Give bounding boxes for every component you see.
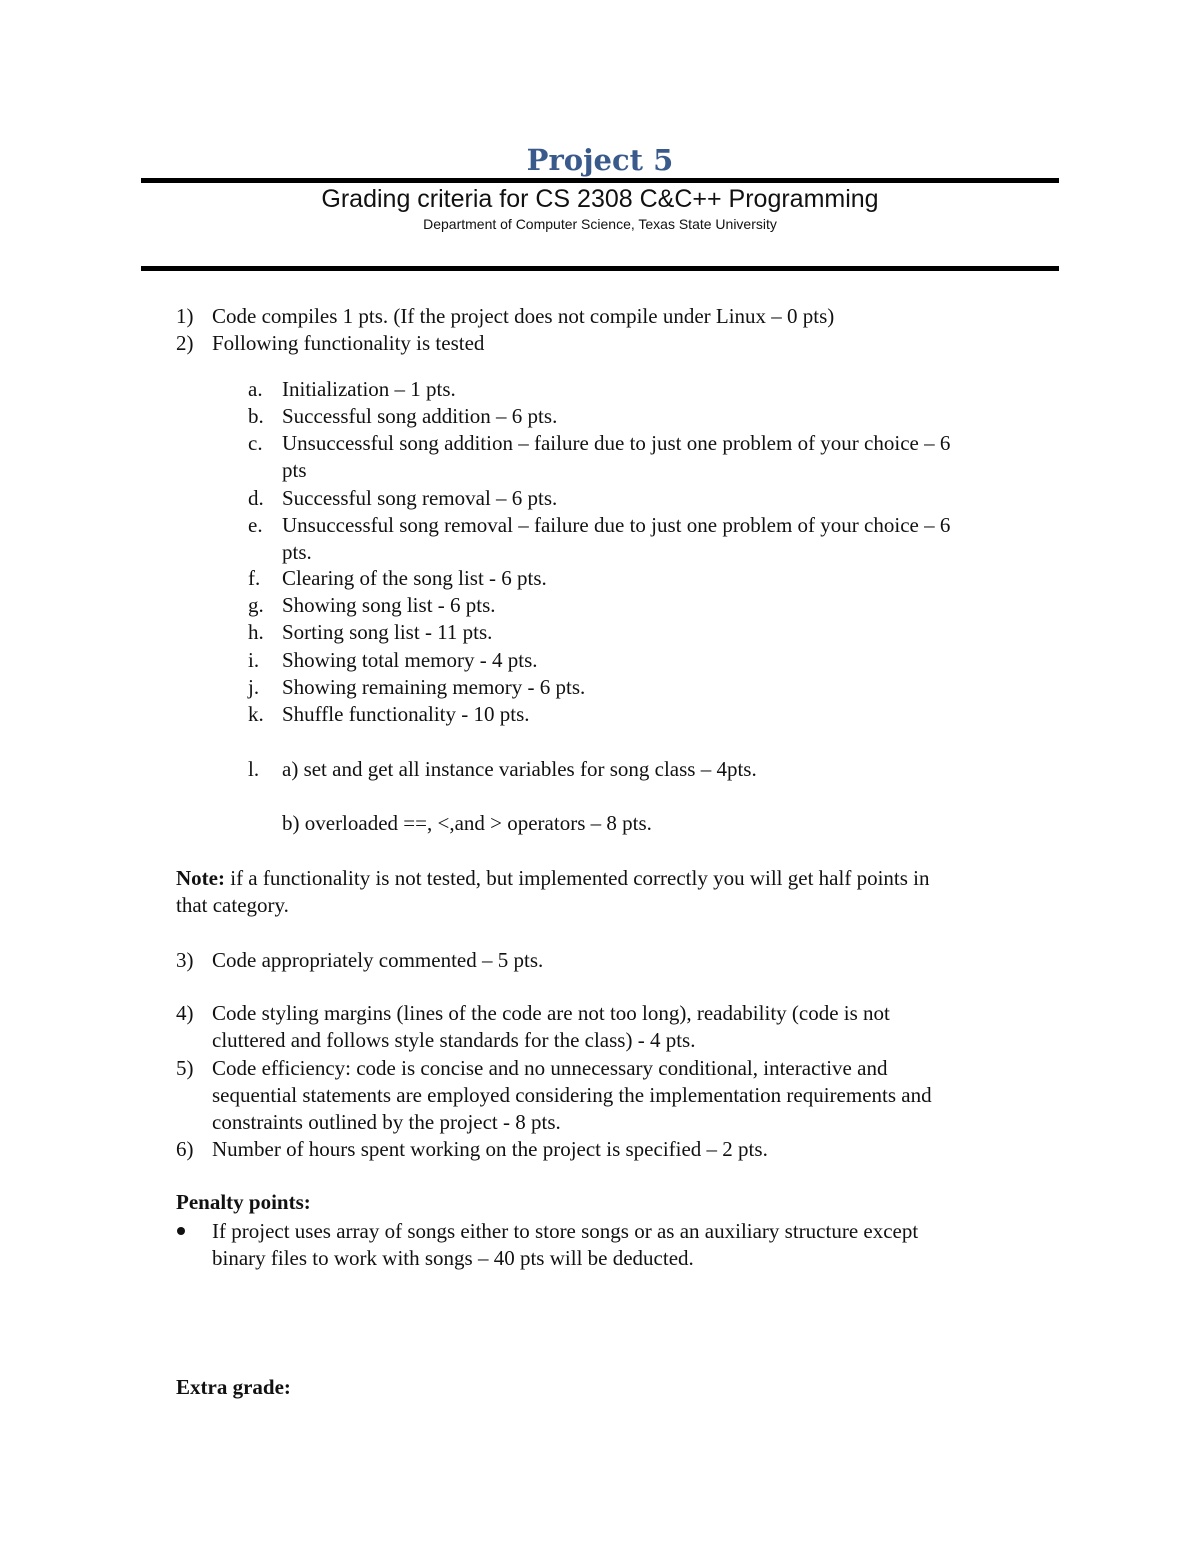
sub-item-text: Unsuccessful song addition – failure due to just one problem of your choice – 6 (282, 431, 951, 455)
sub-item-letter: j. (248, 675, 260, 699)
note-line (176, 865, 930, 892)
sub-item-text: Unsuccessful song removal – failure due to just one problem of your choice – 6 (282, 513, 951, 537)
sub-item-letter: l. (248, 757, 260, 781)
penalty-text-continued: binary files to work with songs – 40 pts will be deducted. (212, 1246, 694, 1270)
top-rule (141, 178, 1059, 183)
sub-item-letter: h. (248, 620, 264, 644)
sub-item-text-continued: pts (282, 458, 307, 482)
sub-item-letter: f. (248, 566, 261, 590)
sub-item-text: Successful song addition – 6 pts. (282, 404, 558, 428)
item-text-continued: sequential statements are employed considering the implementation requirements and (212, 1083, 932, 1107)
item-number: 4) (176, 1001, 194, 1025)
sub-item-text: Shuffle functionality - 10 pts. (282, 702, 530, 726)
sub-item-letter: b. (248, 404, 264, 428)
sub-item-letter: k. (248, 702, 264, 726)
sub-item-letter: g. (248, 593, 264, 617)
penalty-heading: Penalty points: (176, 1190, 311, 1214)
sub-item-text: Showing total memory - 4 pts. (282, 648, 538, 672)
note-text: if a functionality is not tested, but implemented correctly you will get half points in (224, 866, 930, 890)
sub-item-text: Clearing of the song list - 6 pts. (282, 566, 547, 590)
page-subtitle: Grading criteria for CS 2308 C&C++ Programming (321, 185, 879, 213)
sub-item-text: Initialization – 1 pts. (282, 377, 456, 401)
item-text: Following functionality is tested (212, 331, 485, 355)
item-text: Number of hours spent working on the project is specified – 2 pts. (212, 1137, 768, 1161)
note-label: Note: (176, 866, 225, 890)
sub-item-letter: a. (248, 377, 263, 401)
sub-item-letter: d. (248, 486, 264, 510)
page-title: Project 5 (526, 143, 674, 177)
item-text-continued: cluttered and follows style standards for the class) - 4 pts. (212, 1028, 696, 1052)
sub-item-text: b) overloaded ==, <,and > operators – 8 pts. (282, 811, 652, 835)
sub-item-text: Showing remaining memory - 6 pts. (282, 675, 586, 699)
note-text-continued: that category. (176, 893, 289, 917)
sub-item-text-continued: pts. (282, 540, 312, 564)
item-number: 1) (176, 304, 194, 328)
sub-item-text: Successful song removal – 6 pts. (282, 486, 558, 510)
item-number: 2) (176, 331, 194, 355)
bottom-rule (141, 266, 1059, 271)
item-text: Code styling margins (lines of the code are not too long), readability (code is not (212, 1001, 890, 1025)
sub-item-text: a) set and get all instance variables for song class – 4pts. (282, 757, 757, 781)
sub-item-text: Showing song list - 6 pts. (282, 593, 496, 617)
item-number: 5) (176, 1056, 194, 1080)
item-text: Code appropriately commented – 5 pts. (212, 948, 544, 972)
item-text-continued: constraints outlined by the project - 8 pts. (212, 1110, 561, 1134)
bullet-icon (177, 1227, 185, 1235)
item-text: Code compiles 1 pts. (If the project does not compile under Linux – 0 pts) (212, 304, 835, 328)
penalty-text: If project uses array of songs either to store songs or as an auxiliary structure except (212, 1219, 919, 1243)
sub-item-letter: e. (248, 513, 263, 537)
sub-item-text: Sorting song list - 11 pts. (282, 620, 493, 644)
item-number: 3) (176, 948, 194, 972)
item-text: Code efficiency: code is concise and no unnecessary conditional, interactive and (212, 1056, 888, 1080)
sub-item-letter: c. (248, 431, 263, 455)
item-number: 6) (176, 1137, 194, 1161)
department-line: Department of Computer Science, Texas State University (423, 216, 777, 232)
extra-heading: Extra grade: (176, 1375, 291, 1399)
sub-item-letter: i. (248, 648, 260, 672)
